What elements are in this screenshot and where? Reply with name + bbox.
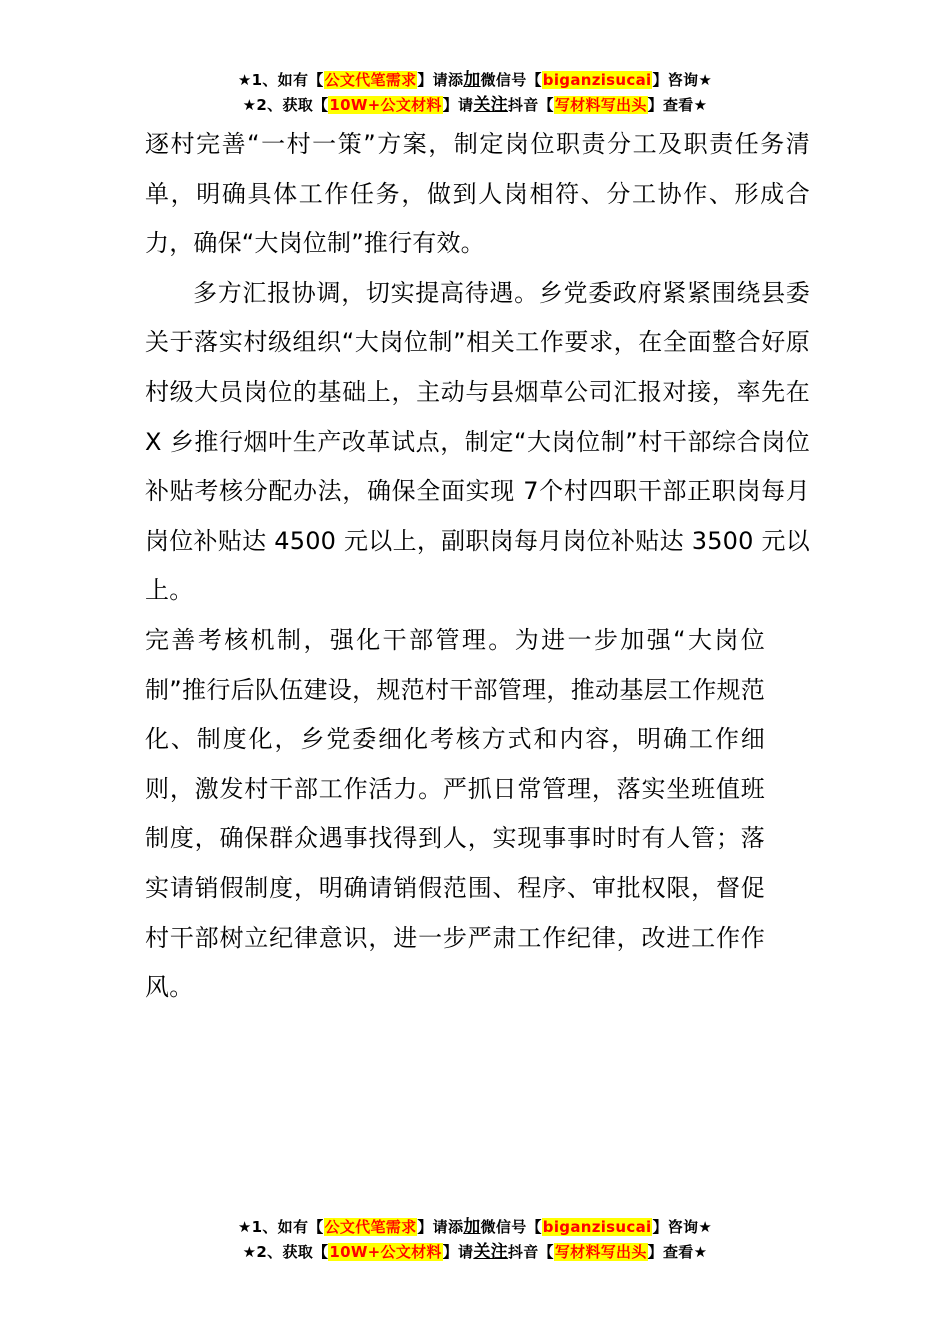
banner-2-middle-a: 】请 bbox=[442, 96, 474, 114]
footer-2-prefix: ★2、获取【 bbox=[242, 1243, 329, 1261]
banner-2-prefix: ★2、获取【 bbox=[242, 96, 329, 114]
footer-1-underline: 加 bbox=[463, 1217, 481, 1237]
footer-line-1 bbox=[0, 1215, 950, 1240]
banner-2-underline: 关注 bbox=[473, 95, 508, 115]
footer-2-highlight-douyin: 写材料写出头 bbox=[554, 1243, 647, 1261]
footer-1-middle-b: 微信号【 bbox=[480, 1218, 542, 1236]
banner-1-middle-b: 微信号【 bbox=[480, 71, 542, 89]
banner-1-underline: 加 bbox=[463, 70, 481, 90]
banner-1-prefix: ★1、如有【 bbox=[237, 71, 324, 89]
footer-banner bbox=[0, 1215, 950, 1265]
footer-1-highlight-service: 公文代笔需求 bbox=[324, 1218, 417, 1236]
banner-1-highlight-service: 公文代笔需求 bbox=[324, 71, 417, 89]
footer-line-2 bbox=[0, 1240, 950, 1265]
banner-line-2 bbox=[0, 93, 950, 118]
footer-1-prefix: ★1、如有【 bbox=[237, 1218, 324, 1236]
footer-1-highlight-wechat: biganzisucai bbox=[542, 1218, 652, 1236]
paragraph-1: 逐村完善“一村一策”方案，制定岗位职责分工及职责任务清单，明确具体工作任务，做到人岗相符、分工协作、形成合力，确保“大岗位制”推行有效。 bbox=[145, 130, 810, 258]
banner-line-1 bbox=[0, 68, 950, 93]
footer-2-middle-b: 抖音【 bbox=[507, 1243, 554, 1261]
banner-1-highlight-wechat: biganzisucai bbox=[542, 71, 652, 89]
footer-2-highlight-materials: 10W+公文材料 bbox=[329, 1243, 442, 1261]
banner-1-suffix: 】咨询★ bbox=[652, 71, 713, 89]
paragraph-2: 多方汇报协调，切实提高待遇。乡党委政府紧紧围绕县委关于落实村级组织“大岗位制”相关工作要求，在全面整合好原村级大员岗位的基础上，主动与县烟草公司汇报对接，率先在 X 乡推行烟叶生产改革试点，制定“大岗位制”村干部综合岗位补贴考核分配办法，确保全面实现 7个村四职干部正职岗每月岗位补贴达 4500 元以上，副职岗每月岗位补贴达 3500 元以上。 bbox=[145, 278, 810, 605]
banner-2-suffix: 】查看★ bbox=[647, 96, 708, 114]
footer-2-underline: 关注 bbox=[473, 1242, 508, 1262]
header-banner bbox=[0, 68, 950, 118]
footer-1-suffix: 】咨询★ bbox=[652, 1218, 713, 1236]
footer-2-middle-a: 】请 bbox=[442, 1243, 474, 1261]
paragraph-3: 完善考核机制，强化干部管理。为进一步加强“大岗位制”推行后队伍建设，规范村干部管理，推动基层工作规范化、制度化，乡党委细化考核方式和内容，明确工作细则，激发村干部工作活力。严抓日常管理，落实坐班值班制度，确保群众遇事找得到人，实现事事时时有人管；落实请销假制度，明确请销假范围、程序、审批权限，督促村干部树立纪律意识，进一步严肃工作纪律，改进工作作风。 bbox=[145, 625, 765, 1002]
document-body bbox=[145, 120, 810, 1013]
footer-1-middle-a: 】请添 bbox=[417, 1218, 464, 1236]
banner-1-middle-a: 】请添 bbox=[417, 71, 464, 89]
footer-2-suffix: 】查看★ bbox=[647, 1243, 708, 1261]
banner-2-highlight-douyin: 写材料写出头 bbox=[554, 96, 647, 114]
banner-2-middle-b: 抖音【 bbox=[507, 96, 554, 114]
banner-2-highlight-materials: 10W+公文材料 bbox=[329, 96, 442, 114]
